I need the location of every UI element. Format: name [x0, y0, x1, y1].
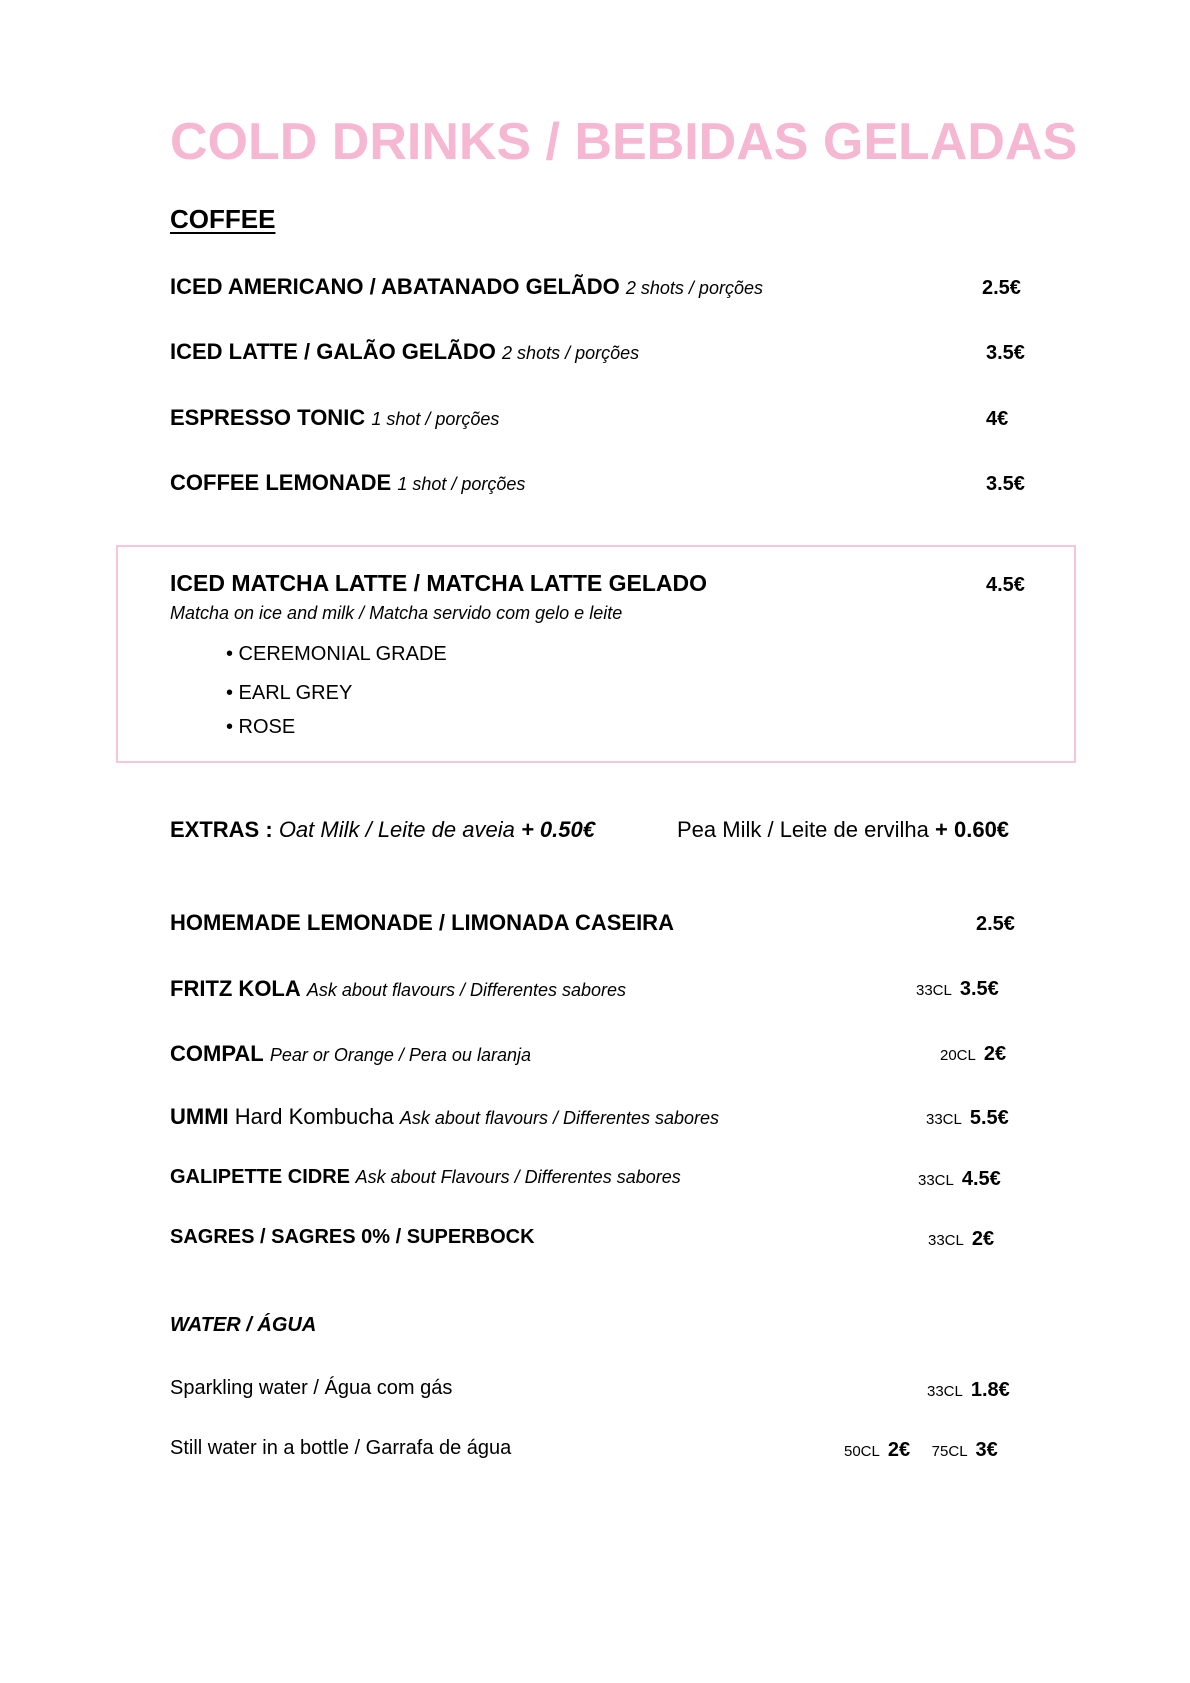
- extras-oat-price: + 0.50€: [520, 817, 595, 842]
- extras-oat: Oat Milk / Leite de aveia: [278, 817, 515, 842]
- menu-item: [170, 910, 674, 936]
- page-title: COLD DRINKS / BEBIDAS GELADAS: [170, 113, 1078, 171]
- water-item: Sparkling water / Água com gás: [170, 1377, 453, 1399]
- matcha-option: • CEREMONIAL GRADE: [226, 643, 447, 665]
- item-volume: 33CL: [927, 1383, 963, 1400]
- menu-item: [170, 1104, 719, 1130]
- item-note: Ask about flavours / Differentes sabores: [399, 1108, 720, 1128]
- menu-item: [170, 405, 499, 431]
- item-name: HOMEMADE LEMONADE / LIMONADA CASEIRA: [170, 910, 674, 935]
- item-name-secondary: Hard Kombucha: [234, 1104, 394, 1129]
- item-volume: 33CL: [916, 982, 952, 999]
- item-price: 2.5€: [982, 277, 1021, 299]
- item-name: COMPAL: [170, 1041, 264, 1066]
- item-name: COFFEE LEMONADE: [170, 470, 392, 495]
- item-volume: 75CL: [931, 1443, 968, 1460]
- menu-item: [170, 1226, 535, 1249]
- item-price: 2.5€: [976, 913, 1015, 935]
- item-note: 2 shots / porções: [502, 343, 640, 363]
- item-price: 50CL 2€ 75CL 3€: [844, 1439, 998, 1461]
- item-volume: 20CL: [940, 1047, 976, 1064]
- item-name: ICED AMERICANO / ABATANADO GELÃDO: [170, 274, 620, 299]
- menu-item: [170, 1166, 681, 1189]
- menu-item: [170, 976, 626, 1002]
- item-name: ESPRESSO TONIC: [170, 405, 366, 430]
- item-note: Pear or Orange / Pera ou laranja: [269, 1045, 531, 1065]
- item-name: FRITZ KOLA: [170, 976, 301, 1001]
- item-price: 33CL 4.5€: [918, 1168, 1001, 1190]
- item-name: UMMI: [170, 1104, 229, 1129]
- matcha-name: ICED MATCHA LATTE / MATCHA LATTE GELADO: [170, 570, 708, 596]
- menu-item: [170, 470, 525, 496]
- menu-item: [170, 339, 639, 365]
- item-volume: 50CL: [844, 1443, 880, 1460]
- section-heading-coffee: COFFEE: [170, 204, 276, 234]
- extras-label: EXTRAS :: [170, 817, 273, 842]
- item-name: SAGRES / SAGRES 0% / SUPERBOCK: [170, 1226, 535, 1248]
- item-price: 33CL 5.5€: [926, 1107, 1009, 1129]
- item-price: 33CL 3.5€: [916, 978, 999, 1000]
- item-name: GALIPETTE CIDRE: [170, 1166, 351, 1188]
- extras-pea-line: [677, 817, 1009, 843]
- item-note: 1 shot / porções: [371, 409, 500, 429]
- menu-item: [170, 274, 763, 300]
- item-name: ICED LATTE / GALÃO GELÃDO: [170, 339, 496, 364]
- extras-line: [170, 817, 595, 843]
- matcha-option: • ROSE: [226, 716, 296, 738]
- matcha-price: 4.5€: [986, 574, 1025, 596]
- section-heading-water: WATER / ÁGUA: [170, 1314, 317, 1336]
- item-note: 2 shots / porções: [625, 278, 763, 298]
- water-item: Still water in a bottle / Garrafa de água: [170, 1437, 512, 1459]
- item-price: 4€: [986, 408, 1009, 430]
- matcha-option: • EARL GREY: [226, 682, 353, 704]
- extras-pea-price: + 0.60€: [935, 817, 1010, 842]
- item-note: Ask about Flavours / Differentes sabores: [355, 1167, 681, 1187]
- item-price: 3.5€: [986, 342, 1025, 364]
- item-price: 33CL 2€: [928, 1228, 995, 1250]
- item-note: 1 shot / porções: [397, 474, 526, 494]
- item-price: 33CL 1.8€: [927, 1379, 1010, 1401]
- extras-pea: Pea Milk / Leite de ervilha: [677, 817, 929, 842]
- item-price: 3.5€: [986, 473, 1025, 495]
- item-volume: 33CL: [928, 1232, 964, 1249]
- menu-item: [170, 1041, 531, 1067]
- item-volume: 33CL: [926, 1111, 962, 1128]
- matcha-description: Matcha on ice and milk / Matcha servido com gelo e leite: [170, 603, 623, 623]
- item-volume: 33CL: [918, 1172, 954, 1189]
- item-price: 20CL 2€: [940, 1043, 1007, 1065]
- item-note: Ask about flavours / Differentes sabores: [306, 980, 627, 1000]
